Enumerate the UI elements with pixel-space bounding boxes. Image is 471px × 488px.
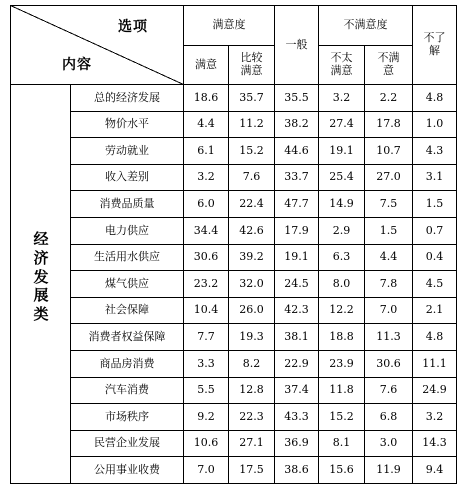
header-fairly-satisfied [229,46,274,84]
table-cell: 10.4 [193,303,219,317]
table-cell: 42.3 [284,303,309,317]
table-cell: 8.2 [242,356,261,370]
row-label: 商品房消费 [99,356,155,370]
table-cell: 3.2 [197,170,215,184]
table-cell: 30.6 [376,356,401,370]
table-cell: 19.1 [284,250,309,264]
table-cell: 7.0 [379,303,398,317]
row-label: 总的经济发展 [94,90,160,104]
table-cell: 4.5 [425,276,444,290]
table-cell: 7.7 [197,329,215,343]
table-cell: 4.4 [379,250,398,264]
table-cell: 35.7 [239,90,264,104]
row-label: 汽车消费 [105,383,149,397]
table-cell: 43.3 [284,409,309,423]
header-not-very-satisfied-text: 不太满意 [330,51,353,77]
row-label: 消费品质量 [99,196,155,210]
row-label: 物价水平 [105,117,149,131]
table-cell: 18.6 [193,90,219,104]
table-cell: 7.6 [242,170,261,184]
table-cell: 3.3 [197,356,215,370]
category-char: 发 [33,267,49,286]
table-cell: 35.5 [284,90,309,104]
table-cell: 4.3 [425,143,444,157]
table-cell: 11.1 [422,356,447,370]
table-cell: 3.2 [425,409,444,423]
table-cell: 23.2 [193,276,219,290]
table-cell: 22.3 [239,409,264,423]
table-cell: 15.2 [239,143,264,157]
table-cell: 3.0 [379,436,398,450]
table-cell: 4.8 [425,329,444,343]
row-label: 生活用水供应 [94,250,160,264]
table-cell: 23.9 [329,356,354,370]
table-cell: 27.1 [239,436,264,450]
table-cell: 10.6 [193,436,219,450]
table-cell: 30.6 [193,250,219,264]
category-char: 展 [33,286,49,305]
table-cell: 11.2 [239,117,264,131]
header-content-label: 内容 [62,57,92,73]
table-cell: 6.0 [197,196,215,210]
table-cell: 38.1 [284,329,309,343]
header-fairly-satisfied-text: 比较满意 [240,51,263,77]
table-cell: 18.8 [329,329,354,343]
table-cell: 0.4 [425,250,444,264]
table-cell: 4.4 [197,117,215,131]
table-cell: 1.5 [379,223,398,237]
table-cell: 22.4 [239,196,264,210]
table-cell: 12.2 [329,303,354,317]
table-cell: 6.1 [197,143,215,157]
header-options-label: 选项 [118,19,148,35]
table-cell: 26.0 [239,303,264,317]
table-cell: 5.5 [197,383,215,397]
table-cell: 14.3 [422,436,447,450]
row-label: 社会保障 [105,303,149,317]
table-cell: 17.9 [284,223,309,237]
row-label: 民营企业发展 [94,436,160,450]
table-cell: 14.9 [329,196,354,210]
header-dissatisfied-group: 不满意度 [343,18,388,32]
table-cell: 27.4 [329,117,354,131]
header-dissatisfied [365,46,412,84]
table-cell: 34.4 [193,223,219,237]
table-cell: 8.1 [332,436,351,450]
category-char: 济 [33,248,49,267]
table-cell: 24.5 [284,276,309,290]
header-unknown-text: 不了解 [423,31,446,57]
table-cell: 3.2 [332,90,351,104]
table-cell: 3.1 [425,170,444,184]
table-cell: 4.8 [425,90,444,104]
table-cell: 7.0 [197,462,215,476]
table-cell: 9.4 [425,462,444,476]
table-cell: 11.8 [329,383,354,397]
category-char: 经 [33,230,49,248]
table-cell: 38.6 [284,462,309,476]
table-cell: 2.1 [425,303,444,317]
table-cell: 38.2 [284,117,309,131]
category-char: 类 [33,305,49,323]
table-cell: 8.0 [332,276,351,290]
table-cell: 7.8 [379,276,398,290]
table-cell: 15.2 [329,409,354,423]
table-cell: 32.0 [239,276,264,290]
table-cell: 0.7 [425,223,444,237]
table-cell: 19.3 [239,329,264,343]
table-cell: 6.8 [379,409,398,423]
header-dissatisfied-text: 不满意 [377,51,400,77]
table-cell: 39.2 [239,250,264,264]
table-cell: 17.5 [239,462,264,476]
row-label: 收入差别 [105,170,149,184]
row-label: 消费者权益保障 [88,329,166,343]
table-cell: 19.1 [329,143,354,157]
row-label: 市场秩序 [105,409,149,423]
table-cell: 2.9 [332,223,351,237]
table-cell: 17.8 [376,117,401,131]
row-label: 煤气供应 [105,276,149,290]
header-satisfied-group: 满意度 [212,18,246,32]
table-cell: 7.6 [379,383,398,397]
table-cell: 24.9 [422,383,447,397]
table-cell: 1.5 [425,196,444,210]
row-label: 劳动就业 [105,143,149,157]
table-cell: 1.0 [425,117,444,131]
header-satisfied: 满意 [195,57,217,71]
category-label [26,230,56,324]
table-cell: 44.6 [284,143,309,157]
table-cell: 10.7 [376,143,401,157]
table-cell: 9.2 [197,409,215,423]
table-cell: 42.6 [239,223,264,237]
header-average: 一般 [285,37,308,51]
table-cell: 15.6 [329,462,354,476]
table-cell: 36.9 [284,436,309,450]
header-not-very-satisfied [319,46,364,84]
table-cell: 6.3 [332,250,351,264]
table-cell: 33.7 [284,170,309,184]
table-cell: 27.0 [376,170,401,184]
table-cell: 12.8 [239,383,264,397]
table-cell: 47.7 [284,196,309,210]
table-cell: 11.9 [376,462,401,476]
table-cell: 22.9 [284,356,309,370]
table-cell: 37.4 [284,383,309,397]
row-label: 电力供应 [105,223,149,237]
header-unknown [413,6,456,84]
table-cell: 25.4 [329,170,354,184]
table-cell: 7.5 [379,196,398,210]
table-cell: 2.2 [379,90,398,104]
row-label: 公用事业收费 [94,462,160,476]
table-cell: 11.3 [376,329,401,343]
